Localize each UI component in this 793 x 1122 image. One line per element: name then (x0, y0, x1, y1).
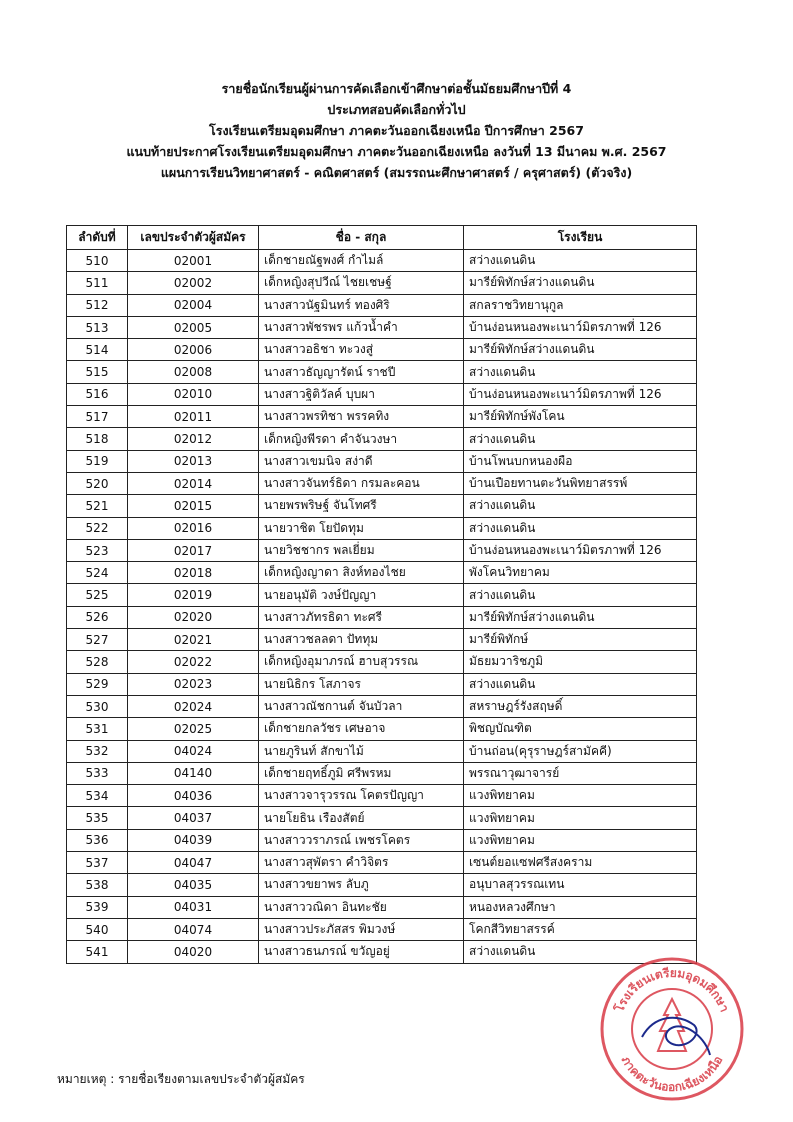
full-name-cell: นางสาววราภรณ์ เพชรโคตร (259, 829, 464, 851)
header-title: รายชื่อนักเรียนผู้ผ่านการคัดเลือกเข้าศึกษาต่อชั้นมัธยมศึกษาปีที่ 4 (221, 81, 572, 96)
school-cell: สว่างแดนดิน (464, 941, 697, 963)
full-name-cell: นายภูรินท์ สักขาไม้ (259, 740, 464, 762)
full-name-cell: นางสาวจันทร์ธิดา กรมละคอน (259, 472, 464, 494)
svg-text:ภาคตะวันออกเฉียงเหนือ: ภาคตะวันออกเฉียงเหนือ (618, 1053, 726, 1095)
applicant-id-cell: 02018 (128, 562, 259, 584)
order-cell: 514 (67, 339, 128, 361)
table-row (67, 695, 697, 717)
full-name-cell: เด็กชายกลวัชร เศษอาจ (259, 718, 464, 740)
order-cell: 521 (67, 495, 128, 517)
full-name-cell: นายอนุมัติ วงษ์ปัญญา (259, 584, 464, 606)
full-name-cell: นางสาวสุพัตรา คำวิจิตร (259, 852, 464, 874)
document-header (0, 78, 793, 183)
school-cell: สว่างแดนดิน (464, 250, 697, 272)
table-row (67, 807, 697, 829)
table-row (67, 718, 697, 740)
table-row (67, 852, 697, 874)
school-cell: แวงพิทยาคม (464, 785, 697, 807)
applicant-id-cell: 02021 (128, 629, 259, 651)
table-row (67, 829, 697, 851)
school-cell: สหราษฎร์รังสฤษดิ์ (464, 695, 697, 717)
column-header-full-name: ชื่อ - สกุล (259, 226, 464, 250)
applicant-id-cell: 04140 (128, 762, 259, 784)
header-exam-type: ประเภทสอบคัดเลือกทั่วไป (327, 102, 466, 117)
school-cell: สว่างแดนดิน (464, 584, 697, 606)
table-row (67, 918, 697, 940)
column-header-applicant-id: เลขประจำตัวผู้สมัคร (128, 226, 259, 250)
applicant-id-cell: 02005 (128, 316, 259, 338)
applicant-id-cell: 02015 (128, 495, 259, 517)
school-cell: มารีย์พิทักษ์ (464, 629, 697, 651)
full-name-cell: นายวาชิต โยปัดทุม (259, 517, 464, 539)
order-cell: 511 (67, 272, 128, 294)
order-cell: 523 (67, 539, 128, 561)
svg-text:โรงเรียนเตรียมอุดมศึกษา: โรงเรียนเตรียมอุดมศึกษา (612, 965, 732, 1014)
school-cell: อนุบาลสุวรรณเทน (464, 874, 697, 896)
applicant-id-cell: 04035 (128, 874, 259, 896)
table-row (67, 584, 697, 606)
full-name-cell: นางสาวอธิชา ทะวงสู่ (259, 339, 464, 361)
order-cell: 531 (67, 718, 128, 740)
school-cell: แวงพิทยาคม (464, 829, 697, 851)
table-row (67, 250, 697, 272)
school-cell: โคกสีวิทยาสรรค์ (464, 918, 697, 940)
table-row (67, 316, 697, 338)
table-row (67, 472, 697, 494)
school-cell: มารีย์พิทักษ์สว่างแดนดิน (464, 339, 697, 361)
school-cell: มัธยมวาริชภูมิ (464, 651, 697, 673)
column-header-school: โรงเรียน (464, 226, 697, 250)
order-cell: 526 (67, 606, 128, 628)
applicant-id-cell: 02002 (128, 272, 259, 294)
applicant-id-cell: 02008 (128, 361, 259, 383)
school-cell: สว่างแดนดิน (464, 673, 697, 695)
school-cell: พรรณาวุฒาจารย์ (464, 762, 697, 784)
order-cell: 536 (67, 829, 128, 851)
table-row (67, 785, 697, 807)
applicant-id-cell: 02025 (128, 718, 259, 740)
order-cell: 541 (67, 941, 128, 963)
order-cell: 530 (67, 695, 128, 717)
table-row (67, 740, 697, 762)
order-cell: 522 (67, 517, 128, 539)
school-cell: บ้านง่อนหนองพะเนาว์มิตรภาพที่ 126 (464, 316, 697, 338)
school-cell: มารีย์พิทักษ์สว่างแดนดิน (464, 272, 697, 294)
applicant-id-cell: 04037 (128, 807, 259, 829)
full-name-cell: นางสาวชลลดา ปัททุม (259, 629, 464, 651)
order-cell: 520 (67, 472, 128, 494)
table-row (67, 272, 697, 294)
applicant-id-cell: 04074 (128, 918, 259, 940)
table-row (67, 762, 697, 784)
order-cell: 527 (67, 629, 128, 651)
applicant-id-cell: 02001 (128, 250, 259, 272)
footnote: หมายเหตุ : รายชื่อเรียงตามเลขประจำตัวผู้สมัคร (57, 1072, 305, 1086)
applicant-id-cell: 02014 (128, 472, 259, 494)
full-name-cell: นายพรพริษฐ์ จันโทศรี (259, 495, 464, 517)
applicant-id-cell: 02017 (128, 539, 259, 561)
applicant-id-cell: 02022 (128, 651, 259, 673)
student-list-table (66, 225, 697, 964)
school-cell: สว่างแดนดิน (464, 361, 697, 383)
order-cell: 538 (67, 874, 128, 896)
applicant-id-cell: 02013 (128, 450, 259, 472)
full-name-cell: นางสาวพัชรพร แก้วน้ำคำ (259, 316, 464, 338)
full-name-cell: เด็กหญิงสุปวีณ์ ไชยเชษฐ์ (259, 272, 464, 294)
full-name-cell: นางสาวเขมนิจ สง่าดี (259, 450, 464, 472)
full-name-cell: นางสาวฐิติวัลค์ บุบผา (259, 383, 464, 405)
school-cell: สว่างแดนดิน (464, 495, 697, 517)
table-row (67, 294, 697, 316)
order-cell: 518 (67, 428, 128, 450)
school-cell: พิชญบัณฑิต (464, 718, 697, 740)
full-name-cell: นายโยธิน เรืองสัตย์ (259, 807, 464, 829)
order-cell: 524 (67, 562, 128, 584)
table-row (67, 673, 697, 695)
full-name-cell: เด็กชายฤทธิ์ภูมิ ศรีพรหม (259, 762, 464, 784)
table-row (67, 896, 697, 918)
order-cell: 529 (67, 673, 128, 695)
school-cell: บ้านเปือยทานตะวันพิทยาสรรพ์ (464, 472, 697, 494)
applicant-id-cell: 02016 (128, 517, 259, 539)
full-name-cell: นางสาวประภัสสร พิมวงษ์ (259, 918, 464, 940)
order-cell: 528 (67, 651, 128, 673)
school-seal (598, 955, 746, 1103)
table-row (67, 517, 697, 539)
order-cell: 510 (67, 250, 128, 272)
applicant-id-cell: 02012 (128, 428, 259, 450)
school-cell: บ้านง่อนหนองพะเนาว์มิตรภาพที่ 126 (464, 383, 697, 405)
full-name-cell: เด็กชายณัฐพงศ์ กำไมล์ (259, 250, 464, 272)
applicant-id-cell: 04020 (128, 941, 259, 963)
column-header-order: ลำดับที่ (67, 226, 128, 250)
table-row (67, 361, 697, 383)
header-announcement: แนบท้ายประกาศโรงเรียนเตรียมอุดมศึกษา ภาคตะวันออกเฉียงเหนือ ลงวันที่ 13 มีนาคม พ.ศ. 2567 (126, 144, 667, 159)
order-cell: 535 (67, 807, 128, 829)
order-cell: 533 (67, 762, 128, 784)
applicant-id-cell: 04039 (128, 829, 259, 851)
order-cell: 532 (67, 740, 128, 762)
full-name-cell: นางสาวณัชกานต์ จันบัวลา (259, 695, 464, 717)
table-row (67, 428, 697, 450)
applicant-id-cell: 04024 (128, 740, 259, 762)
table-row (67, 383, 697, 405)
applicant-id-cell: 04036 (128, 785, 259, 807)
full-name-cell: นางสาวธนภรณ์ ขวัญอยู่ (259, 941, 464, 963)
applicant-id-cell: 02020 (128, 606, 259, 628)
school-cell: บ้านโพนบกหนองผือ (464, 450, 697, 472)
table-row (67, 651, 697, 673)
table-header-row (67, 226, 697, 250)
order-cell: 534 (67, 785, 128, 807)
school-cell: พังโคนวิทยาคม (464, 562, 697, 584)
school-cell: บ้านถ่อน(คุรุราษฎร์สามัคคี) (464, 740, 697, 762)
header-program: แผนการเรียนวิทยาศาสตร์ - คณิตศาสตร์ (สมรรถนะศึกษาศาสตร์ / ครุศาสตร์) (ตัวจริง) (160, 165, 633, 180)
full-name-cell: เด็กหญิงพีรดา คำจันวงษา (259, 428, 464, 450)
school-cell: มารีย์พิทักษ์พังโคน (464, 406, 697, 428)
full-name-cell: นางสาวจารุวรรณ โคตรปัญญา (259, 785, 464, 807)
school-cell: สว่างแดนดิน (464, 428, 697, 450)
order-cell: 540 (67, 918, 128, 940)
full-name-cell: นางสาวธัญญารัตน์ ราชปี (259, 361, 464, 383)
table-row (67, 874, 697, 896)
applicant-id-cell: 04047 (128, 852, 259, 874)
full-name-cell: นางสาวภัทรธิดา ทะศรี (259, 606, 464, 628)
applicant-id-cell: 04031 (128, 896, 259, 918)
applicant-id-cell: 02023 (128, 673, 259, 695)
school-cell: มารีย์พิทักษ์สว่างแดนดิน (464, 606, 697, 628)
applicant-id-cell: 02004 (128, 294, 259, 316)
school-cell: สว่างแดนดิน (464, 517, 697, 539)
table-row (67, 539, 697, 561)
applicant-id-cell: 02006 (128, 339, 259, 361)
table-row (67, 406, 697, 428)
order-cell: 516 (67, 383, 128, 405)
table-row (67, 495, 697, 517)
header-school-year: โรงเรียนเตรียมอุดมศึกษา ภาคตะวันออกเฉียงเหนือ ปีการศึกษา 2567 (209, 123, 584, 138)
school-cell: แวงพิทยาคม (464, 807, 697, 829)
school-cell: เซนต์ยอแซฟศรีสงคราม (464, 852, 697, 874)
applicant-id-cell: 02024 (128, 695, 259, 717)
full-name-cell: นางสาวขยาพร ลับภู (259, 874, 464, 896)
order-cell: 515 (67, 361, 128, 383)
order-cell: 525 (67, 584, 128, 606)
school-cell: หนองหลวงศึกษา (464, 896, 697, 918)
order-cell: 519 (67, 450, 128, 472)
table-row (67, 339, 697, 361)
full-name-cell: เด็กหญิงญาดา สิงห์ทองไชย (259, 562, 464, 584)
school-cell: สกลราชวิทยานุกูล (464, 294, 697, 316)
school-cell: บ้านง่อนหนองพะเนาว์มิตรภาพที่ 126 (464, 539, 697, 561)
order-cell: 512 (67, 294, 128, 316)
table-row (67, 562, 697, 584)
applicant-id-cell: 02011 (128, 406, 259, 428)
order-cell: 517 (67, 406, 128, 428)
applicant-id-cell: 02019 (128, 584, 259, 606)
table-row (67, 629, 697, 651)
order-cell: 537 (67, 852, 128, 874)
full-name-cell: นางสาววณิดา อินทะชัย (259, 896, 464, 918)
full-name-cell: เด็กหญิงอุมาภรณ์ ฮาบสุวรรณ (259, 651, 464, 673)
full-name-cell: นางสาวนัฐมินทร์ ทองศิริ (259, 294, 464, 316)
order-cell: 539 (67, 896, 128, 918)
order-cell: 513 (67, 316, 128, 338)
table-body (67, 250, 697, 964)
full-name-cell: นางสาวพรทิชา พรรคทิง (259, 406, 464, 428)
full-name-cell: นายวิชชากร พลเยี่ยม (259, 539, 464, 561)
full-name-cell: นายนิธิกร โสภาจร (259, 673, 464, 695)
table-row (67, 606, 697, 628)
table-row (67, 450, 697, 472)
applicant-id-cell: 02010 (128, 383, 259, 405)
